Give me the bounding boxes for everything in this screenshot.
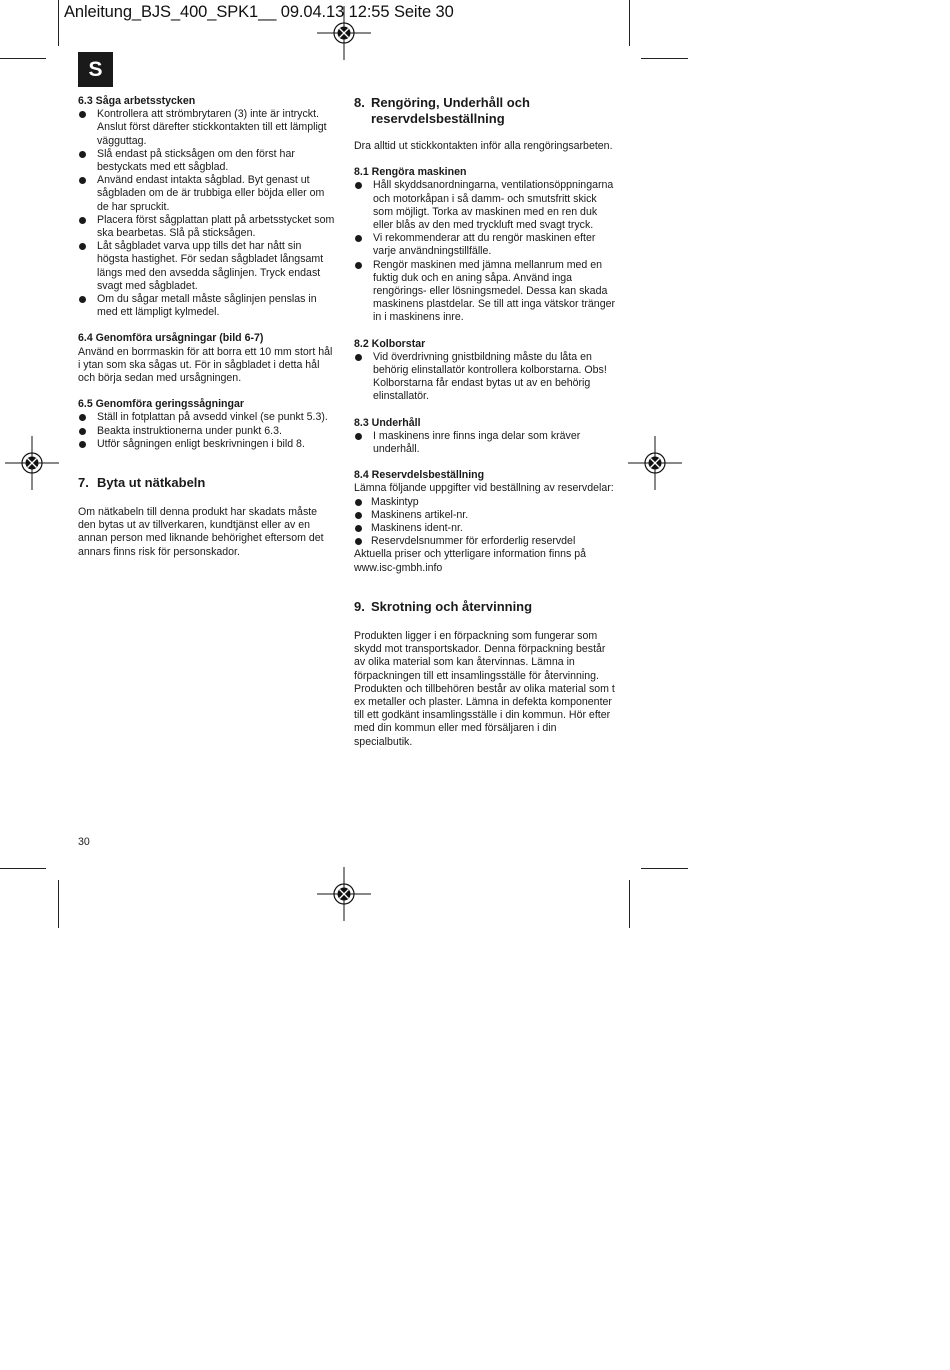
list-item: Slå endast på sticksågen om den först har bestyckats med ett sågblad. [78, 148, 336, 174]
registration-mark-icon [5, 436, 59, 490]
list-item: Reservdelsnummer för erforderlig reservdel [354, 535, 616, 548]
crop-mark [0, 868, 46, 869]
bullet-list [354, 351, 616, 404]
list-item: Vid överdrivning gnistbildning måste du låta en behörig elinstallatör kontrollera kolborstarna. Obs! Kolborstarna får endast bytas ut av en behörig elinstallatör. [354, 351, 616, 404]
list-item: Maskinens artikel-nr. [354, 509, 616, 522]
list-item: Vi rekommenderar att du rengör maskinen efter varje användningstillfälle. [354, 232, 616, 258]
registration-mark-icon [317, 6, 371, 60]
section-title: 8.1 Rengöra maskinen [354, 166, 467, 179]
section-6-5 [78, 398, 336, 451]
list-item: I maskinens inre finns inga delar som kräver underhåll. [354, 430, 616, 456]
chapter-title-line2: reservdelsbeställning [371, 111, 505, 126]
section-8-1 [354, 166, 616, 324]
section-title: 6.3 Såga arbetsstycken [78, 95, 196, 107]
paragraph: Produkten och tillbehören består av olika material som t ex metaller och plaster. Lämna in defekta komponenter till ett godkänt insamlingsställe i din kommun. Hör efter med din kommun eller med försäljaren i din specialbutik. [354, 682, 615, 748]
list-item: Kontrollera att strömbrytaren (3) inte är intryckt. Anslut först därefter stickkontakten till ett lämpligt vägguttag. [78, 108, 336, 148]
crop-mark [641, 868, 688, 869]
chapter-heading [354, 599, 616, 615]
crop-mark [629, 0, 630, 46]
list-item: Använd endast intakta sågblad. Byt genast ut sågbladen om de är trubbiga eller böjda eller om de har spruckit. [78, 174, 336, 214]
section-title: 8.2 Kolborstar [354, 337, 426, 350]
crop-mark [641, 58, 688, 59]
list-item: Beakta instruktionerna under punkt 6.3. [78, 425, 336, 438]
paragraph: Lämna följande uppgifter vid beställning av reservdelar: [354, 482, 614, 495]
paragraph: Dra alltid ut stickkontakten inför alla rengöringsarbeten. [354, 140, 613, 152]
chapter-number: 7. [78, 475, 89, 491]
registration-mark-icon [317, 867, 371, 921]
crop-mark [0, 58, 46, 59]
chapter-title: Skrotning och återvinning [371, 598, 533, 614]
section-title: 8.3 Underhåll [354, 416, 421, 429]
paragraph: Produkten ligger i en förpackning som fungerar som skydd mot transportskador. Denna förpackning består av olika material som kan återvinnas. Lämna in förpackningen till ett insamlingsställe för återvinning. [354, 629, 606, 682]
section-8-4 [354, 469, 616, 575]
section-9 [354, 599, 616, 749]
crop-mark [58, 0, 59, 46]
list-item: Maskintyp [354, 496, 616, 509]
chapter-number: 9. [354, 598, 365, 614]
list-item: Om du sågar metall måste såglinjen penslas in med ett lämpligt kylmedel. [78, 293, 336, 319]
bullet-list [354, 496, 616, 549]
section-8-2 [354, 338, 616, 404]
list-item: Placera först sågplattan platt på arbetsstycket som ska bearbetas. Slå på sticksågen. [78, 214, 336, 240]
list-item: Rengör maskinen med jämna mellanrum med en fuktig duk och en aning såpa. Använd inga rengörings- eller lösningsmedel. Dessa kan skada maskinens plastdelar. Se till att inga vätskor tränger in i maskinens inre. [354, 259, 616, 325]
paragraph: Om nätkabeln till denna produkt har skadats måste den bytas ut av tillverkaren, kundtjänst eller av en annan person med liknande behörighet eftersom det annars finns risk för personskador. [78, 506, 324, 558]
right-column [354, 95, 616, 749]
section-7 [78, 475, 336, 559]
paragraph: Aktuella priser och ytterligare information finns på www.isc-gmbh.info [354, 548, 586, 574]
chapter-heading [354, 95, 616, 127]
chapter-number: 8. [354, 95, 365, 110]
bullet-list [354, 179, 616, 324]
page-number: 30 [78, 836, 90, 848]
section-8-3 [354, 417, 616, 457]
left-column [78, 95, 336, 559]
paragraph: Använd en borrmaskin för att borra ett 10 mm stort hål i ytan som ska sågas ut. För in sågbladet i detta hål och börja sedan med ursågningen. [78, 345, 333, 385]
section-title: 8.4 Reservdelsbeställning [354, 469, 485, 482]
list-item: Utför sågningen enligt beskrivningen i bild 8. [78, 438, 336, 451]
chapter-title-line1: Rengöring, Underhåll och [371, 95, 530, 110]
list-item: Ställ in fotplattan på avsedd vinkel (se punkt 5.3). [78, 411, 336, 424]
list-item: Låt sågbladet varva upp tills det har nått sin högsta hastighet. För sedan sågbladet långsamt längs med den avsedda såglinjen. Tryck endast svagt med sågbladet. [78, 240, 336, 293]
section-title: 6.5 Genomföra geringssågningar [78, 398, 245, 411]
list-item: Maskinens ident-nr. [354, 522, 616, 535]
bullet-list [354, 430, 616, 456]
registration-mark-icon [628, 436, 682, 490]
crop-mark [629, 880, 630, 928]
section-title: 6.4 Genomföra ursågningar (bild 6-7) [78, 332, 264, 345]
list-item: Håll skyddsanordningarna, ventilationsöppningarna och motorkåpan i så damm- och smutsfritt skick som möjligt. Torka av maskinen med en ren duk eller blås av den med tryckluft med svagt tryck. [354, 179, 616, 232]
section-6-4 [78, 332, 336, 385]
crop-mark [58, 880, 59, 928]
bullet-list [78, 108, 336, 319]
chapter-heading [78, 475, 336, 491]
section-6-3 [78, 95, 336, 319]
language-tab: S [78, 52, 113, 87]
bullet-list [78, 411, 336, 451]
chapter-title: Byta ut nätkabeln [97, 475, 206, 491]
section-8 [354, 95, 616, 153]
print-slug-header: Anleitung_BJS_400_SPK1__ 09.04.13 12:55 Seite 30 [64, 3, 454, 21]
